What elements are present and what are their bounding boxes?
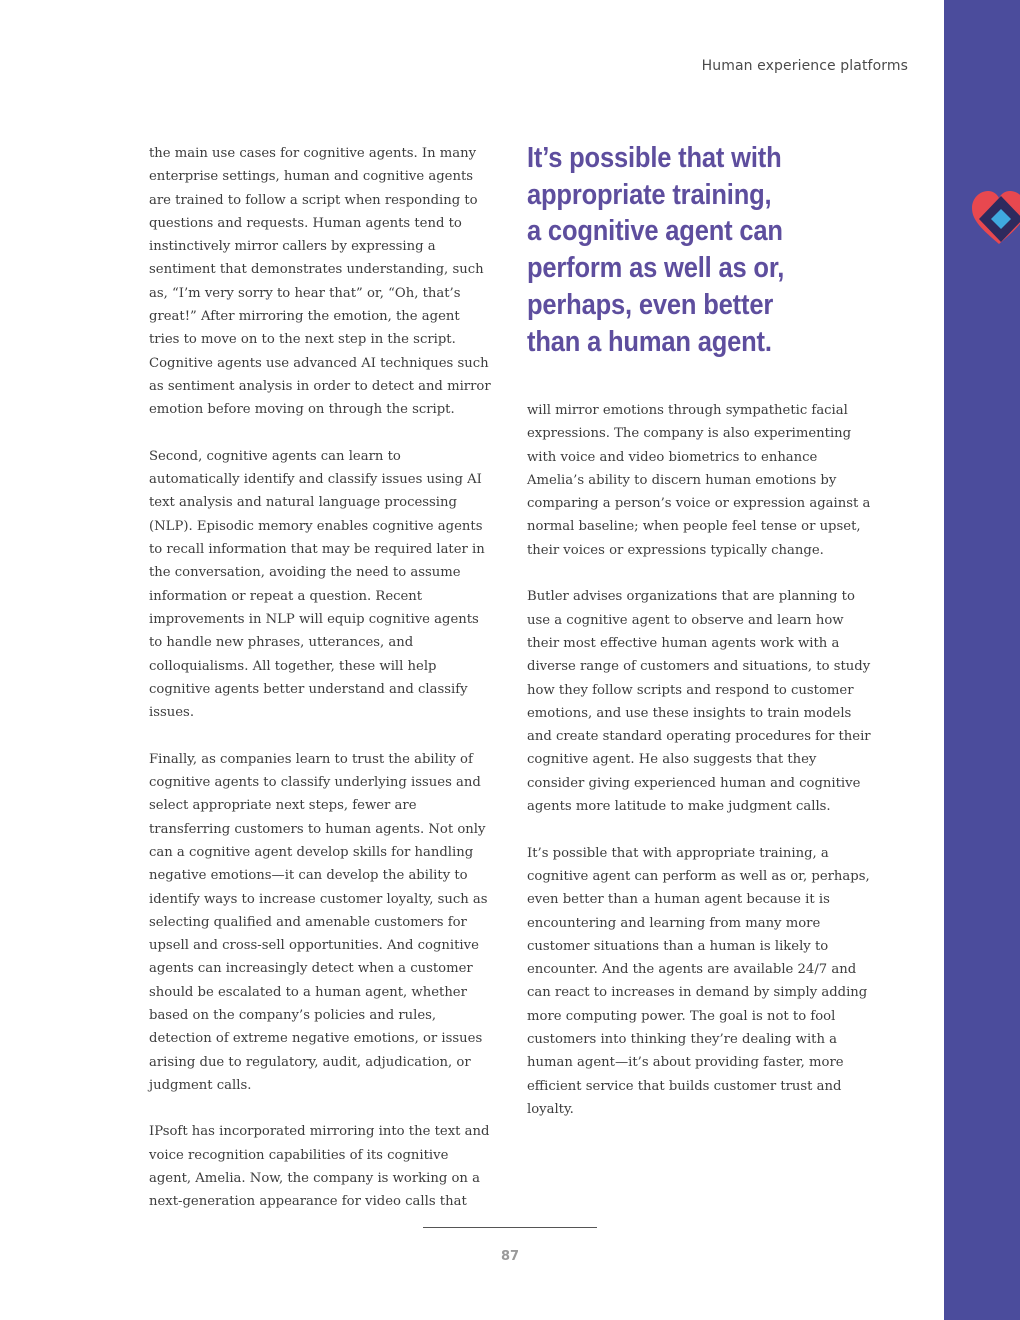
running-head: Human experience platforms [701,58,908,74]
heart-diamond-icon [969,186,1020,252]
paragraph: the main use cases for cognitive agents. In many enterprise settings, human and cognitive agents are trained to follow a script when responding to questions and requests. Human agents tend to instinctively mirror callers by expressing a sentiment that demonstrates understanding, such as, “I’m very sorry to hear that” or, “Oh, that’s great!” After mirroring the emotion, the agent tries to move on to the next step in the script. Cognitive agents use advanced AI techniques such as sentiment analysis in order to detect and mirror emotion before moving on through the script. [149,146,491,418]
paragraph: IPsoft has incorporated mirroring into the text and voice recognition capabilities of its cognitive agent, Amelia. Now, the company is working on a next-generation appearance for video calls that [149,1124,490,1210]
left-column [149,142,494,1237]
paragraph: Finally, as companies learn to trust the ability of cognitive agents to classify underlying issues and select appropriate next steps, fewer are transferring customers to human agents. Not only can a cognitive agent develop skills for handling negative emotions—it can develop the ability to identify ways to increase customer loyalty, such as selecting qualified and amenable customers for upsell and cross-sell opportunities. And cognitive agents can increasingly detect when a customer should be escalated to a human agent, whether based on the company’s policies and rules, detection of extreme negative emotions, or issues arising due to regulatory, audit, adjudication, or judgment calls. [149,751,488,1093]
footer-divider [423,1227,597,1228]
pull-quote: It’s possible that with appropriate training, a cognitive agent can perform as well as or, perhaps, even better than a human agent. [527,142,785,358]
page-number: 87 [500,1249,520,1264]
paragraph: Butler advises organizations that are planning to use a cognitive agent to observe and learn how their most effective human agents work with a diverse range of customers and situations, to study how they follow scripts and respond to customer emotions, and use these insights to train models and create standard operating procedures for their cognitive agent. He also suggests that they consider giving experienced human and cognitive agents more latitude to make judgment calls. [527,589,871,815]
paragraph: Second, cognitive agents can learn to automatically identify and classify issues using AI text analysis and natural language processing (NLP). Episodic memory enables cognitive agents to recall information that may be required later in the conversation, avoiding the need to assume information or repeat a question. Recent improvements in NLP will equip cognitive agents to handle new phrases, utterances, and colloquialisms. All together, these will help cognitive agents better understand and classify issues. [149,448,485,721]
right-column [527,399,872,1145]
paragraph: will mirror emotions through sympathetic facial expressions. The company is also experimenting with voice and video biometrics to enhance Amelia’s ability to discern human emotions by comparing a person’s voice or expression against a normal baseline; when people feel tense or upset, their voices or expressions typically change. [527,403,871,558]
paragraph: It’s possible that with appropriate training, a cognitive agent can perform as well as or, perhaps, even better than a human agent because it is encountering and learning from many more customer situations than a human is likely to encounter. And the agents are available 24/7 and can react to increases in demand by simply adding more computing power. The goal is not to fool customers into thinking they’re dealing with a human agent—it’s about providing faster, more efficient service that builds customer trust and loyalty. [527,845,870,1117]
